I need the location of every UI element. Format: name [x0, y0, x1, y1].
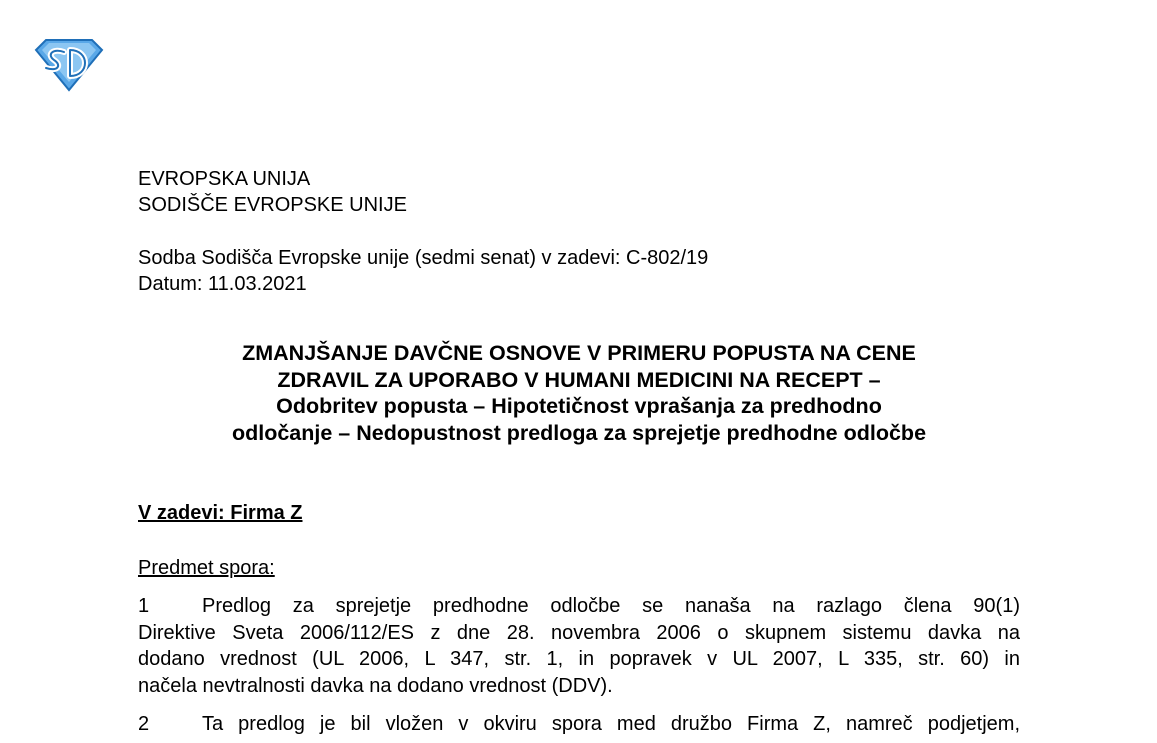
paragraph-number: 1 [138, 595, 150, 617]
document-title [138, 340, 1020, 446]
judgment-reference: Sodba Sodišča Evropske unije (sedmi senat) v zadevi: C-802/19 [138, 247, 709, 269]
company-logo-icon [32, 38, 106, 92]
paragraph-line [138, 593, 1020, 620]
paragraph-text: Ta predlog je bil vložen v okviru spora med družbo Firma Z, namreč podjetjem, [202, 713, 1020, 735]
paragraph-line [138, 711, 1020, 738]
title-line: odločanje – Nedopustnost predloga za sprejetje predhodne odločbe [231, 420, 927, 445]
paragraph-line: dodano vrednost (UL 2006, L 347, str. 1, in popravek v UL 2007, L 335, str. 60) in [138, 648, 1020, 670]
paragraph-text: Predlog za sprejetje predhodne odločbe se nanaša na razlago člena 90(1) [202, 595, 1020, 617]
paragraph-line: Direktive Sveta 2006/112/ES z dne 28. novembra 2006 o skupnem sistemu davka na [138, 621, 1020, 644]
judgment-info [138, 245, 708, 297]
title-line: ZMANJŠANJE DAVČNE OSNOVE V PRIMERU POPUSTA NA CENE [242, 341, 916, 365]
paragraph [138, 593, 1020, 699]
court-line-union: EVROPSKA UNIJA [138, 168, 311, 190]
title-line: ZDRAVIL ZA UPORABO V HUMANI MEDICINI NA RECEPT – [277, 367, 881, 392]
paragraph-number: 2 [138, 713, 150, 735]
subject-heading: Predmet spora: [138, 557, 275, 579]
paragraph-line: načela nevtralnosti davka na dodano vrednost (DDV). [138, 674, 613, 697]
paragraph [138, 711, 1020, 738]
court-header [138, 166, 407, 218]
case-heading: V zadevi: Firma Z [138, 502, 303, 524]
title-line: Odobritev popusta – Hipotetičnost vprašanja za predhodno [276, 394, 882, 418]
court-line-name: SODIŠČE EVROPSKE UNIJE [138, 194, 407, 216]
judgment-date: Datum: 11.03.2021 [138, 273, 307, 295]
